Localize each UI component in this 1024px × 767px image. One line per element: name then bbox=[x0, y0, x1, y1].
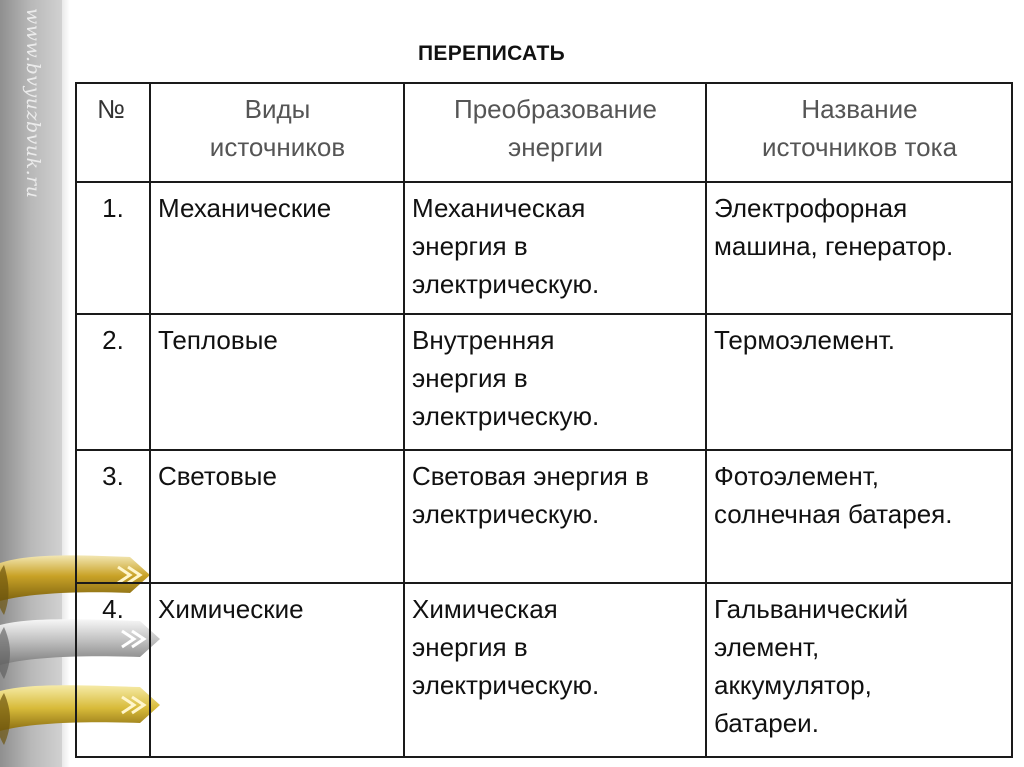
source-type-cell: Тепловые bbox=[150, 314, 404, 450]
source-name-cell: Электрофорная машина, генератор. bbox=[706, 182, 1012, 314]
table-row bbox=[76, 583, 1012, 757]
row-number: 1. bbox=[76, 182, 150, 314]
table-header-row bbox=[76, 83, 1012, 182]
source-name-cell: Термоэлемент. bbox=[706, 314, 1012, 450]
table-row bbox=[76, 182, 1012, 314]
header-source-names: Название источников тока bbox=[706, 83, 1012, 182]
header-energy-conversion: Преобразование энергии bbox=[404, 83, 706, 182]
row-number: 2. bbox=[76, 314, 150, 450]
row-number: 4. bbox=[76, 583, 150, 757]
row-number: 3. bbox=[76, 450, 150, 583]
conversion-cell: Механическая энергия в электрическую. bbox=[404, 182, 706, 314]
source-type-cell: Механические bbox=[150, 182, 404, 314]
slide-title: ПЕРЕПИСАТЬ bbox=[418, 42, 565, 65]
header-source-types: Виды источников bbox=[150, 83, 404, 182]
source-type-cell: Световые bbox=[150, 450, 404, 583]
source-name-cell: Фотоэлемент, солнечная батарея. bbox=[706, 450, 1012, 583]
conversion-cell: Внутренняя энергия в электрическую. bbox=[404, 314, 706, 450]
energy-sources-table bbox=[75, 82, 1013, 758]
site-watermark: www.bvyuzbvuk.ru bbox=[22, 8, 44, 199]
table-row bbox=[76, 314, 1012, 450]
conversion-cell: Химическая энергия в электрическую. bbox=[404, 583, 706, 757]
table-row bbox=[76, 450, 1012, 583]
source-type-cell: Химические bbox=[150, 583, 404, 757]
conversion-cell: Световая энергия в электрическую. bbox=[404, 450, 706, 583]
source-name-cell: Гальванический элемент, аккумулятор, батареи. bbox=[706, 583, 1012, 757]
header-number: № bbox=[76, 83, 150, 182]
